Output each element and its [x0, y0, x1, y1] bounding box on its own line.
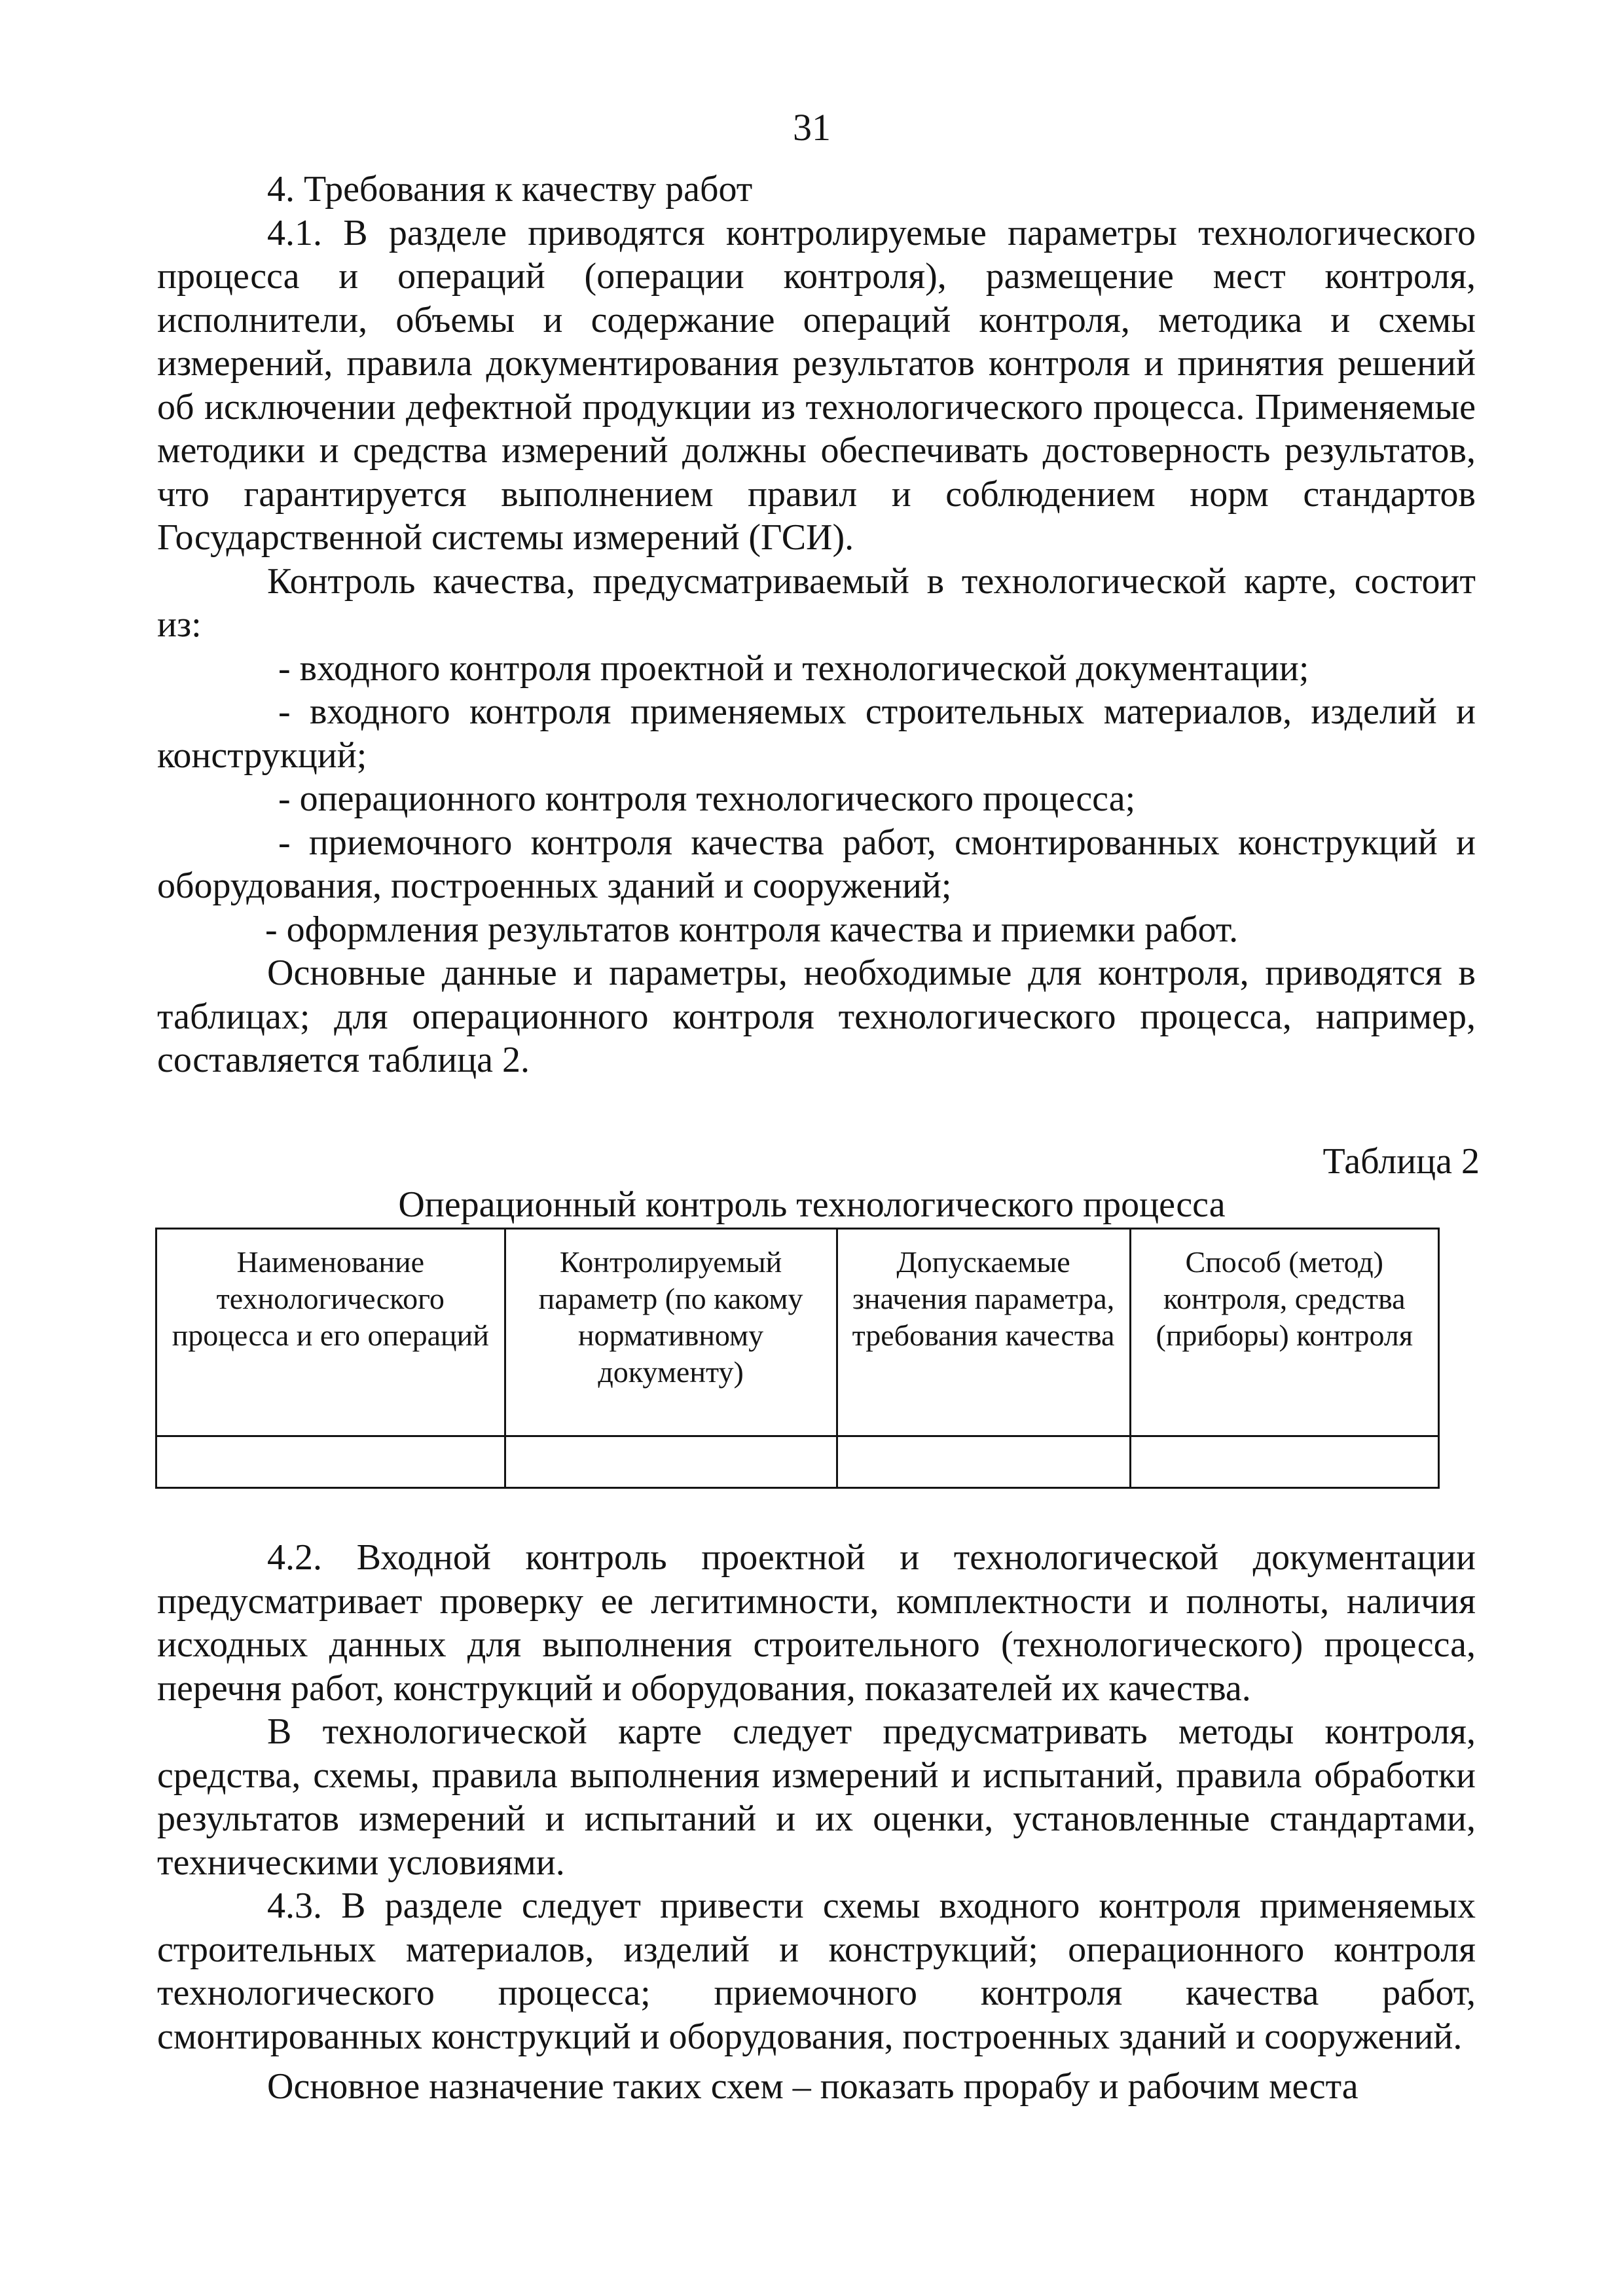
table-header-row [156, 1229, 1439, 1436]
table-header-cell-parameter: Контролируемый параметр (по какому нормативному документу) [505, 1229, 837, 1436]
list-item: - входного контроля применяемых строительных материалов, изделий и конструкций; [157, 691, 1476, 776]
section-heading: 4. Требования к качеству работ [267, 169, 753, 210]
list-item: - оформления результатов контроля качества и приемки работ. [265, 909, 1239, 950]
main-purpose-paragraph: Основное назначение таких схем – показать прорабу и рабочим места [267, 2066, 1359, 2107]
table-cell [505, 1436, 837, 1488]
tech-card-paragraph: В технологической карте следует предусматривать методы контроля, средства, схемы, правила выполнения измерений и испытаний, правила обработки результатов измерений и испытаний и их оценки, установленные стандартами, техническими условиями. [157, 1711, 1476, 1883]
quality-control-intro: Контроль качества, предусматриваемый в технологической карте, состоит из: [157, 560, 1476, 645]
list-item: - входного контроля проектной и технологической документации; [278, 647, 1309, 689]
table-label: Таблица 2 [1322, 1141, 1480, 1182]
bottom-text-block [157, 1536, 1476, 2109]
paragraph-4-3: 4.3. В разделе следует привести схемы входного контроля применяемых строительных материалов, изделий и конструкций; операционного контроля технологического процесса; приемочного контроля качества работ, смонтированных конструкций и оборудования, построенных зданий и сооружений. [157, 1886, 1476, 2057]
table-row [156, 1436, 1439, 1488]
main-data-paragraph: Основные данные и параметры, необходимые для контроля, приводятся в таблицах; для операционного контроля технологического процесса, например, составляется таблица 2. [157, 953, 1476, 1080]
operational-control-table [155, 1228, 1440, 1489]
page-number: 31 [793, 106, 831, 149]
top-text-block [157, 168, 1476, 1082]
list-item: - приемочного контроля качества работ, смонтированных конструкций и оборудования, построенных зданий и сооружений; [157, 822, 1476, 906]
table-cell [156, 1436, 505, 1488]
table-header-cell-method: Способ (метод) контроля, средства (приборы) контроля [1130, 1229, 1439, 1436]
list-item: - операционного контроля технологического процесса; [278, 778, 1136, 819]
table-cell [837, 1436, 1130, 1488]
paragraph-4-2: 4.2. Входной контроль проектной и технологической документации предусматривает проверку ее легитимности, комплектности и полноты, наличия исходных данных для выполнения строительного (технологического) процесса, перечня работ, конструкций и оборудования, показателей их качества. [157, 1537, 1476, 1709]
table-header-cell-process: Наименование технологического процесса и его операций [156, 1229, 505, 1436]
paragraph-4-1: 4.1. В разделе приводятся контролируемые параметры технологического процесса и операций (операции контроля), размещение мест контроля, исполнители, объемы и содержание операций контроля, методика и схемы измерений, правила документирования результатов контроля и принятия решений об исключении дефектной продукции из технологического процесса. Применяемые методики и средства измерений должны обеспечивать достоверность результатов, что гарантируется выполнением правил и соблюдением норм стандартов Государственной системы измерений (ГСИ). [157, 212, 1476, 558]
table-header-cell-allowed-values: Допускаемые значения параметра, требования качества [837, 1229, 1130, 1436]
table-cell [1130, 1436, 1439, 1488]
table-title: Операционный контроль технологического процесса [398, 1184, 1226, 1225]
